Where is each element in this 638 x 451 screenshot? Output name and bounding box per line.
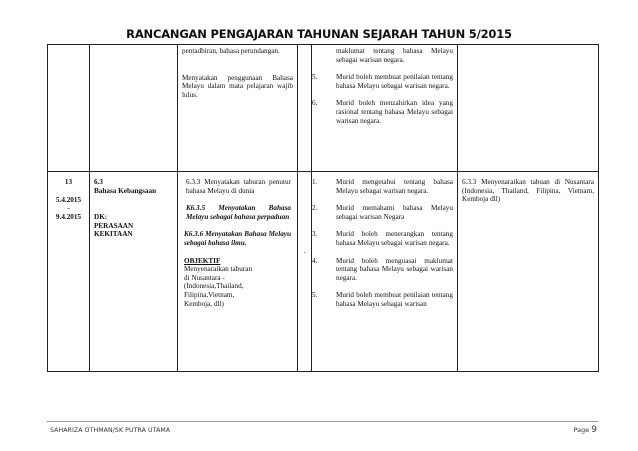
list-item: 1. Murid mengetahui tentang bahasa Melayu sebagai warisan negara. (312, 178, 453, 195)
note-text: 6.3.3 Menyenaraikan tabuan di Nusantara (Indonesia, Thailand, Filipina, Vietnam, Kemboja dll) (462, 178, 594, 204)
week-cell (48, 45, 90, 172)
list-item: 2. Murid memahami bahasa Melayu sebagai warisan Negara (312, 204, 453, 221)
note-cell (458, 172, 599, 372)
objektif-line: Menyenaraikan taburan (184, 265, 253, 274)
note-cell (458, 45, 599, 172)
dk-value: PERASAAN (94, 221, 134, 230)
outcomes-cell (312, 172, 458, 372)
objektif-line: di Nusantara - (184, 273, 225, 282)
standard-item: K6.3.5 Menyatakan Bahasa Melayu sebagai bahasa perpaduan (186, 204, 291, 221)
list-item: 4. Murid boleh menguasai maklumat tentang bahasa Melayu sebagai warisan negara. (312, 256, 453, 282)
topic-cell (90, 172, 178, 372)
date-start: 5.4.2015 (55, 195, 82, 204)
dk-value: KEKITAAN (94, 230, 133, 239)
objektif-label: OBJEKTIF (184, 256, 221, 265)
list-item: 3. Murid boleh menerangkan tentang bahasa Melayu sebagai warisan negara. (312, 230, 453, 247)
table-row (48, 45, 599, 172)
standard-item: K6.3.6 Menyatakan Bahasa Melayu sebagai bahasa ilmu. (184, 230, 291, 247)
list-item: 6. Murid boleh menzahirkan idea yang rasional tentang bahasa Melayu sebagai warisan negara. (312, 99, 453, 125)
page-number: 9 (591, 425, 597, 435)
content-paragraph: Menyatakan penggunaan Bahasa Melayu dalam mata pelajaran wajib lulus. (182, 73, 293, 99)
list-item: maklumat tentang bahasa Melayu sebagai warisan negara. (336, 47, 453, 64)
week-number: 13 (64, 178, 73, 186)
outcomes-cell (312, 45, 458, 172)
list-item: 5. Murid boleh membuat penilaian tentang bahasa Melayu sebagai warisan negara. (312, 73, 453, 90)
remark-cell (298, 45, 312, 172)
content-paragraph: pentadbiran, bahasa perundangan. (182, 47, 280, 55)
date-end: 9.4.2015 (55, 212, 82, 221)
lesson-plan-table (47, 44, 599, 372)
table-row (48, 172, 599, 372)
page-label: Page (573, 426, 590, 434)
content-cell (178, 45, 298, 172)
footer-page (573, 425, 597, 435)
footer-author: SAHARIZA OTHMAN/SK PUTRA UTAMA (50, 427, 171, 434)
topic-cell (90, 45, 178, 172)
objektif-line: Filipina,Vietnam, (184, 290, 235, 299)
topic-code: 6.3 (94, 178, 103, 186)
week-cell (48, 172, 90, 372)
objektif-line: (Indonesia,Thailand, (184, 282, 244, 291)
standard-item: 6.3.3 Menyatakan taburan penutur bahasa Melayu di dunia (186, 178, 291, 195)
remark-dot: . (303, 247, 306, 255)
list-item: 5. Murid boleh membuat penilaian tentang bahasa Melayu sebagai warisan (312, 291, 453, 308)
page-title: RANCANGAN PENGAJARAN TAHUNAN SEJARAH TAHUN 5/2015 (126, 27, 512, 41)
topic-name: Bahasa Kebangsaan (94, 186, 157, 195)
date-dash: - (67, 204, 70, 213)
footer-divider (47, 421, 598, 422)
content-cell (178, 172, 298, 372)
objektif-line: Kemboja, dll) (184, 299, 224, 308)
remark-cell (298, 172, 312, 372)
dk-label: DK: (94, 213, 108, 222)
